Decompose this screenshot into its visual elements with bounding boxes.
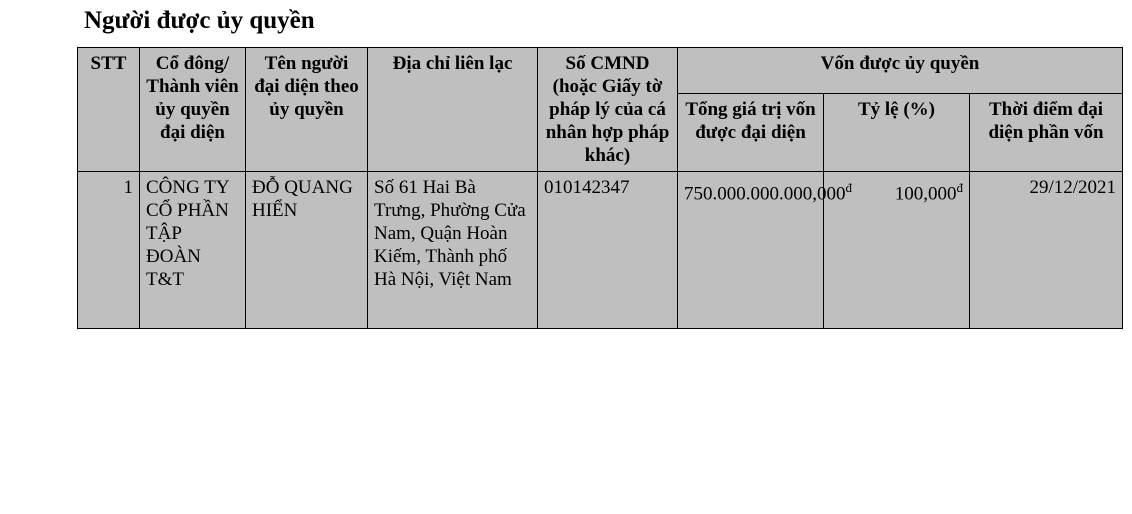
cell-capital-value <box>678 172 852 329</box>
column-header-shareholder: Cổ đông/ Thành viên ủy quyền đại diện <box>140 48 246 172</box>
column-header-capital-group: Vốn được ủy quyền <box>678 48 1123 94</box>
table-body <box>78 172 1123 329</box>
header-row-1 <box>78 48 1123 94</box>
cell-shareholder: CÔNG TY CỔ PHẦN TẬP ĐOÀN T&T <box>140 172 246 329</box>
authorized-persons-table <box>77 47 1123 329</box>
column-header-representative: Tên người đại diện theo ủy quyền <box>246 48 368 172</box>
cell-id-number: 010142347 <box>538 172 678 329</box>
cell-address: Số 61 Hai Bà Trưng, Phường Cửa Nam, Quận Hoàn Kiếm, Thành phố Hà Nội, Việt Nam <box>368 172 538 329</box>
column-header-address: Địa chỉ liên lạc <box>368 48 538 172</box>
cell-stt: 1 <box>78 172 140 329</box>
column-header-capital-value: Tổng giá trị vốn được đại diện <box>678 93 824 171</box>
capital-value-currency: đ <box>845 180 852 195</box>
cell-representative: ĐỖ QUANG HIỂN <box>246 172 368 329</box>
column-header-time: Thời điểm đại diện phần vốn <box>970 93 1123 171</box>
ratio-currency: đ <box>956 180 963 195</box>
capital-value-text: 750.000.000.000,000 <box>684 183 846 205</box>
column-header-id-number: Số CMND (hoặc Giấy tờ pháp lý của cá nhân hợp pháp khác) <box>538 48 678 172</box>
table-header <box>78 48 1123 172</box>
table-row <box>78 172 1123 329</box>
column-header-ratio: Tỷ lệ (%) <box>824 93 970 171</box>
page-title: Người được ủy quyền <box>84 7 315 34</box>
cell-time: 29/12/2021 <box>970 172 1123 329</box>
column-header-stt: STT <box>78 48 140 172</box>
ratio-text: 100,000 <box>894 183 957 205</box>
